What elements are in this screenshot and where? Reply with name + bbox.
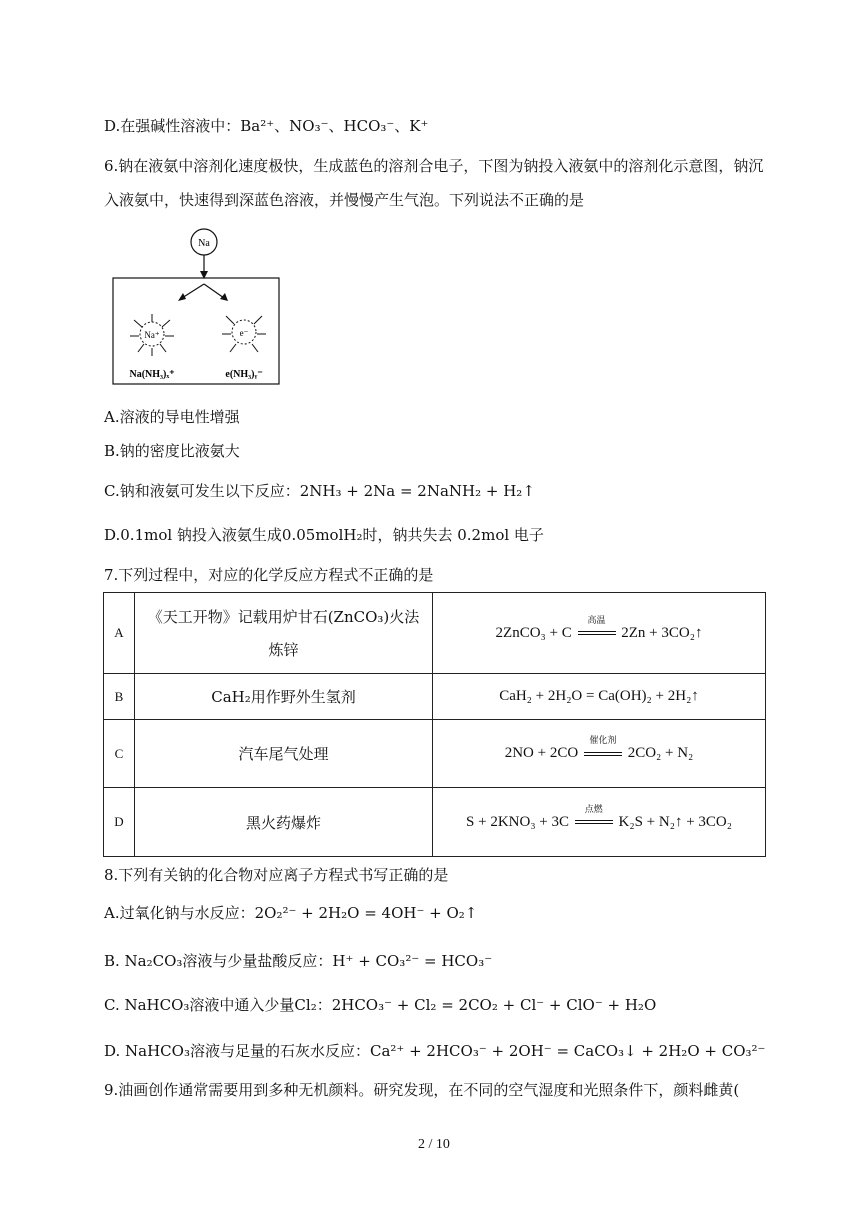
q9-stem: 9.油画创作通常需要用到多种无机颜料。研究发现，在不同的空气湿度和光照条件下，颜料雌黄( [104,1081,740,1099]
q6-option-b: B.钠的密度比液氨大 [104,442,240,460]
row-equation: CaH₂ + 2H₂O = Ca(OH)₂ + 2H₂↑ [433,674,766,720]
na-complex-label: Na(NH₃)ₓ⁺ [129,369,175,380]
row-desc: CaH₂用作野外生氢剂 [135,674,433,720]
row-equation: 2NO + 2CO 催化剂 2CO₂ + N₂ [433,720,766,788]
page-number: 2 / 10 [418,1137,450,1152]
electron-label: e⁻ [239,328,249,338]
row-label: C [104,720,135,788]
q6-option-c: C.钠和液氨可发生以下反应：2NH₃ + 2Na = 2NaNH₂ + H₂↑ [104,482,535,500]
row-desc-cont: 炼锌 [268,641,299,659]
q8-option-c: C. NaHCO₃溶液中通入少量Cl₂：2HCO₃⁻ + Cl₂ = 2CO₂ + Cl⁻ + ClO⁻ + H₂O [104,996,657,1014]
q8-option-a: A.过氧化钠与水反应：2O₂²⁻ + 2H₂O = 4OH⁻ + O₂↑ [104,904,478,922]
q8-stem: 8.下列有关钠的化合物对应离子方程式书写正确的是 [104,866,449,884]
table-row [104,674,766,720]
e-complex-label: e(NH₃)ᵧ⁻ [225,369,263,380]
q6-stem-line2: 入液氨中，快速得到深蓝色溶液，并慢慢产生气泡。下列说法不正确的是 [104,191,585,209]
table-row [104,593,766,674]
q8-option-d: D. NaHCO₃溶液与足量的石灰水反应：Ca²⁺ + 2HCO₃⁻ + 2OH⁻ = CaCO₃↓ + 2H₂O + CO₃²⁻ [104,1042,766,1060]
row-desc: 《天工开物》记载用炉甘石(ZnCO₃)火法 [147,608,420,626]
q6-option-a: A.溶液的导电性增强 [104,408,240,426]
row-desc: 黑火药爆炸 [135,788,433,857]
solvation-diagram [112,228,284,388]
q5-option-d: D.在强碱性溶液中：Ba²⁺、NO₃⁻、HCO₃⁻、K⁺ [104,117,429,135]
row-equation: 2ZnCO₃ + C 高温 2Zn + 3CO₂↑ [433,593,766,674]
q7-stem: 7.下列过程中，对应的化学反应方程式不正确的是 [104,566,434,584]
row-desc: 汽车尾气处理 [135,720,433,788]
q6-option-d: D.0.1mol 钠投入液氨生成0.05molH₂时，钠共失去 0.2mol 电子 [104,526,544,544]
row-label: D [104,788,135,857]
q6-stem-line1: 6.钠在液氨中溶剂化速度极快，生成蓝色的溶剂合电子，下图为钠投入液氨中的溶剂化示意图，钠沉 [104,157,764,175]
na-cation-label: Na⁺ [144,330,160,340]
q7-table [103,592,766,857]
table-row [104,720,766,788]
row-label: B [104,674,135,720]
q8-option-b: B. Na₂CO₃溶液与少量盐酸反应：H⁺ + CO₃²⁻ = HCO₃⁻ [104,952,493,970]
row-label: A [104,593,135,674]
reaction-condition: 高温 [587,614,606,625]
reaction-condition: 催化剂 [589,735,617,745]
table-row [104,788,766,857]
na-atom-label: Na [198,238,210,249]
reaction-condition: 点燃 [584,803,603,814]
row-equation: S + 2KNO₃ + 3C 点燃 K₂S + N₂↑ + 3CO₂ [433,788,766,857]
